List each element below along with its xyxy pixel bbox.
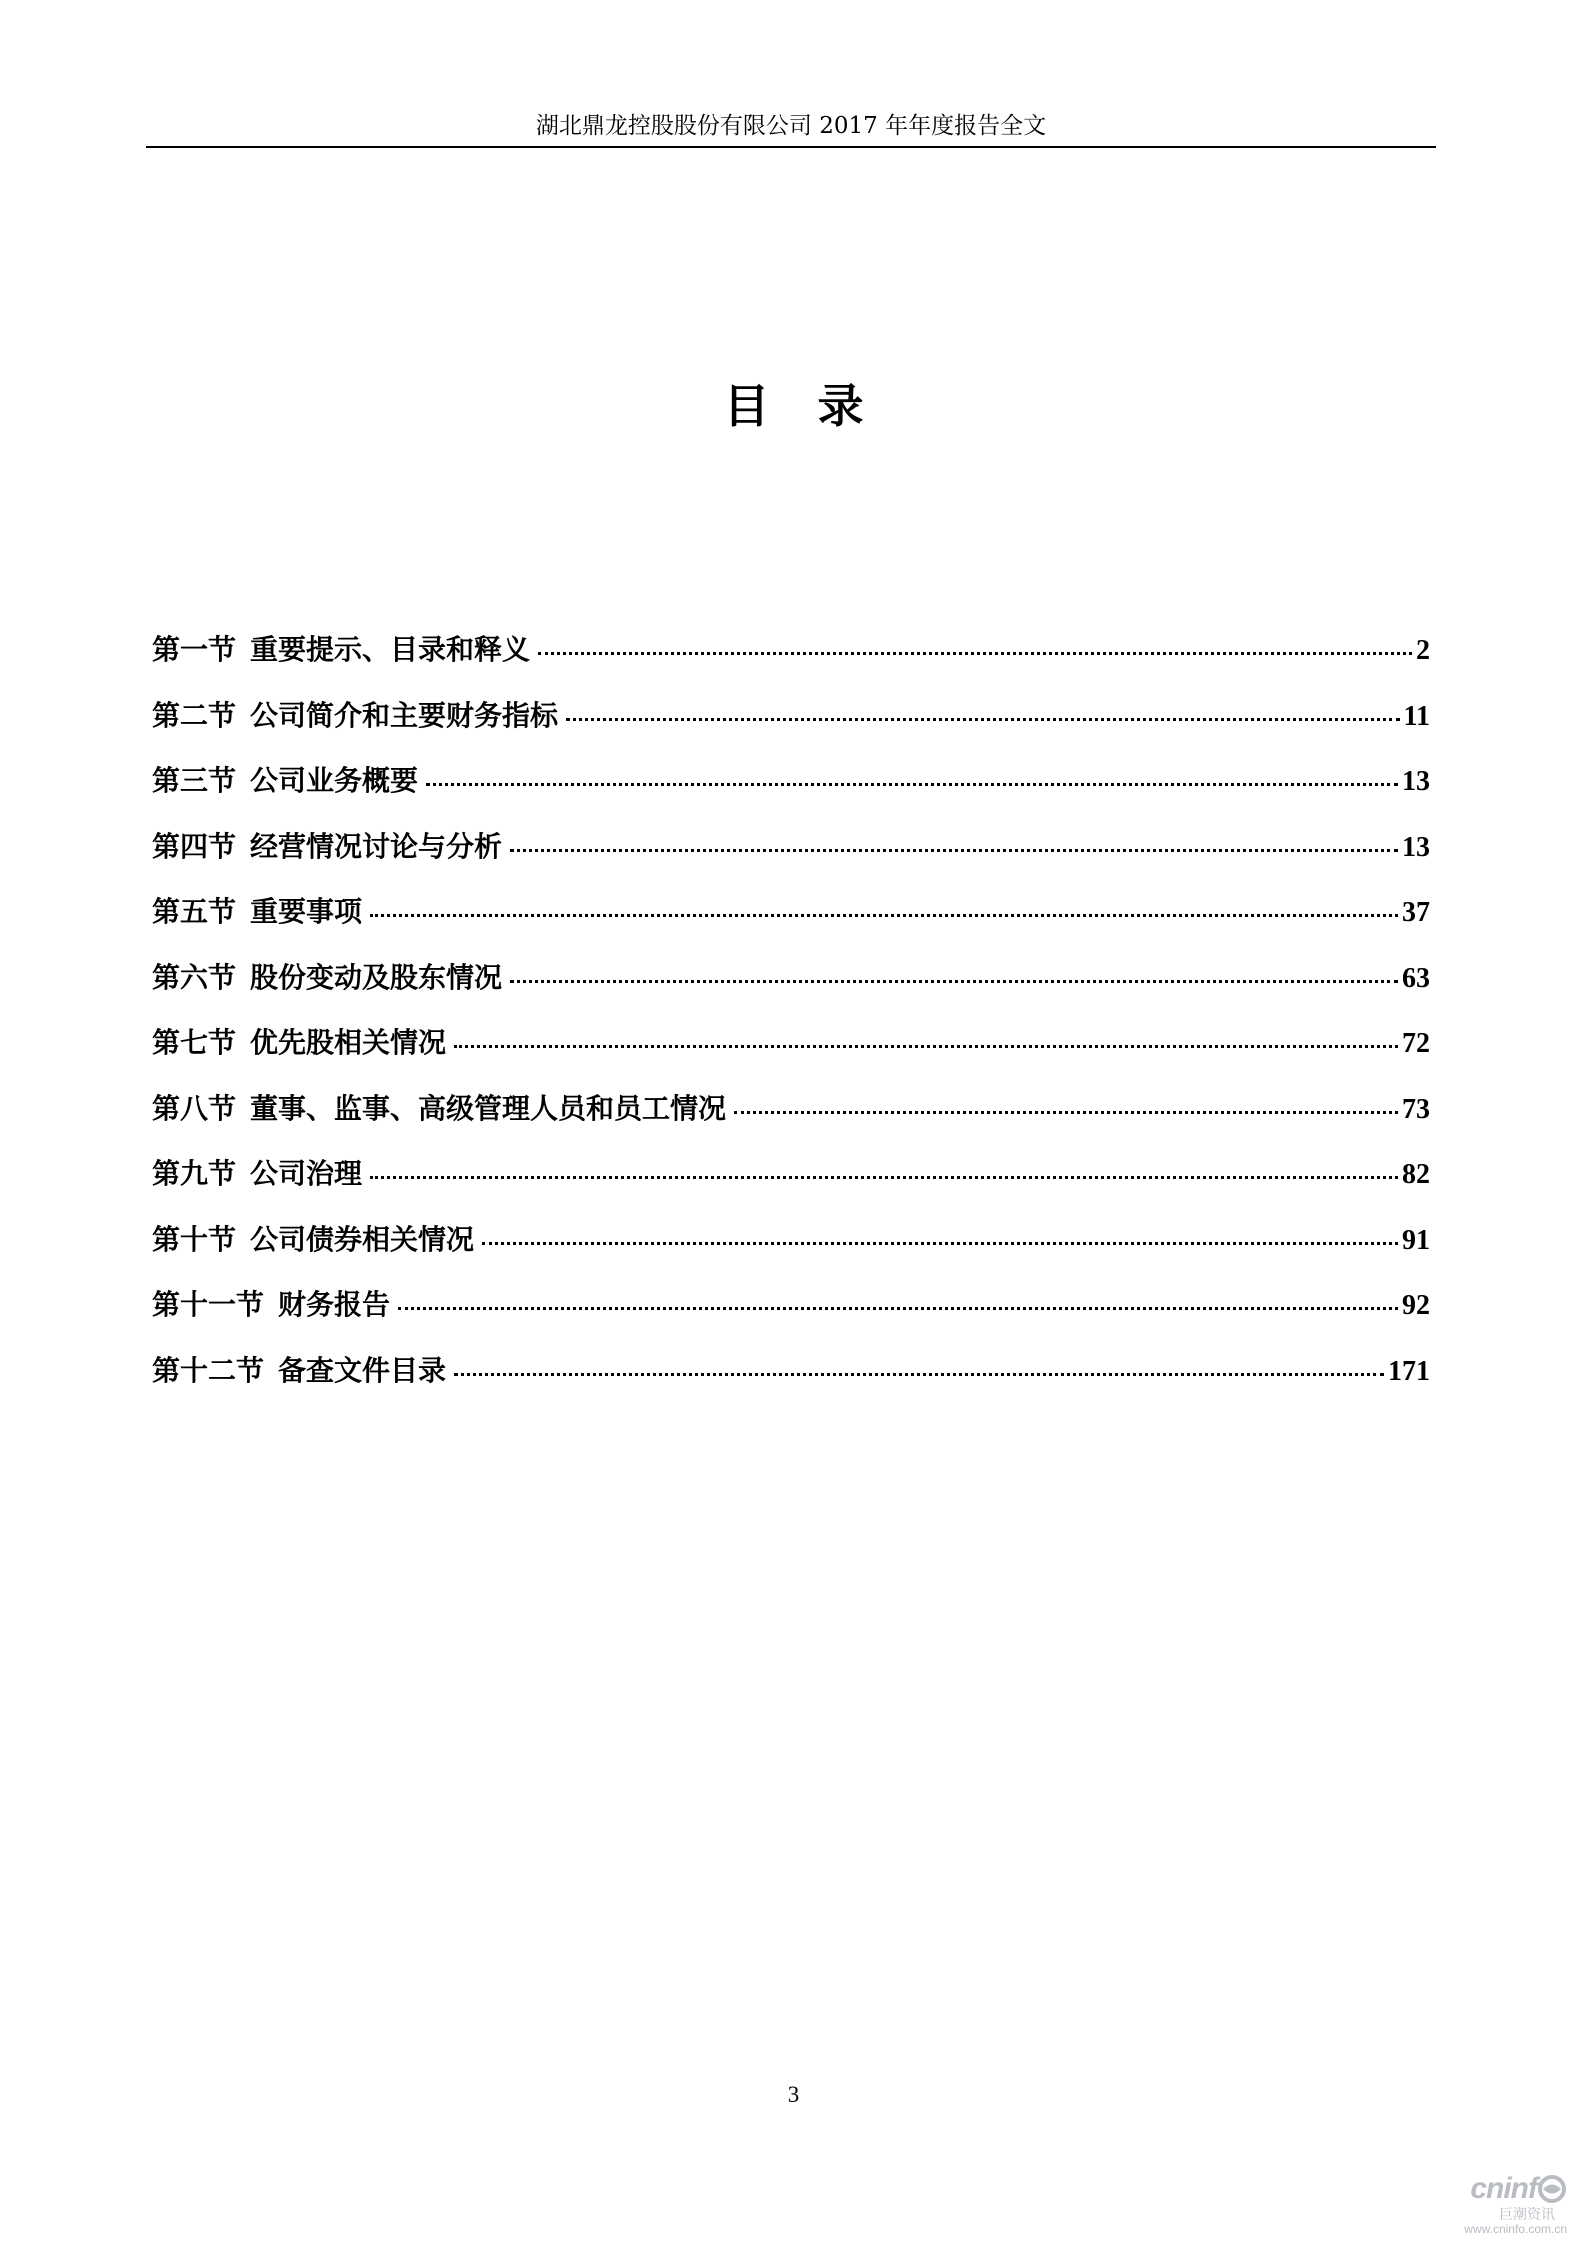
toc-title: 目录 (723, 379, 912, 433)
toc-entry-heading: 公司债券相关情况 (250, 1222, 475, 1256)
table-of-contents (152, 630, 1430, 1416)
toc-dot-leader (370, 914, 1398, 917)
toc-dot-leader (454, 1045, 1398, 1048)
toc-entry-section: 第二节 (152, 698, 237, 732)
toc-entry-section: 第十二节 (152, 1353, 265, 1387)
toc-entry-heading: 经营情况讨论与分析 (250, 829, 503, 863)
toc-entry-page: 11 (1403, 700, 1430, 732)
toc-entry-heading: 公司业务概要 (250, 764, 419, 797)
toc-entry[interactable] (152, 1220, 1430, 1286)
toc-dot-leader (426, 783, 1398, 786)
toc-dot-leader (734, 1111, 1398, 1114)
toc-dot-leader (398, 1307, 1398, 1310)
toc-entry[interactable] (152, 1154, 1430, 1220)
toc-dot-leader (370, 1176, 1398, 1179)
toc-entry-section: 第十一节 (152, 1288, 265, 1321)
toc-entry-section: 第五节 (152, 895, 237, 928)
toc-entry-page: 13 (1402, 831, 1430, 863)
toc-dot-leader (510, 849, 1398, 852)
toc-entry-heading: 重要事项 (250, 895, 363, 928)
toc-entry-page: 72 (1402, 1028, 1430, 1059)
toc-entry-heading: 公司简介和主要财务指标 (250, 698, 559, 732)
toc-entry-page: 91 (1402, 1224, 1430, 1256)
toc-entry-heading: 重要提示、目录和释义 (250, 633, 531, 666)
toc-entry-section: 第七节 (152, 1026, 237, 1059)
toc-entry-page: 37 (1402, 897, 1430, 928)
toc-entry-page: 2 (1416, 635, 1430, 666)
toc-entry[interactable] (152, 1023, 1430, 1089)
toc-entry[interactable] (152, 1351, 1430, 1417)
toc-dot-leader (454, 1373, 1384, 1376)
toc-entry[interactable] (152, 630, 1430, 696)
watermark-url: www.cninfo.com.cn (1464, 2222, 1567, 2236)
page-number: 3 (787, 2082, 800, 2107)
header-divider (146, 146, 1436, 148)
toc-entry-section: 第六节 (152, 960, 237, 994)
toc-entry-section: 第三节 (152, 764, 237, 797)
toc-entry-section: 第八节 (152, 1091, 237, 1125)
toc-entry-section: 第九节 (152, 1157, 237, 1190)
toc-entry-section: 第一节 (152, 633, 237, 666)
toc-entry-heading: 董事、监事、高级管理人员和员工情况 (250, 1091, 727, 1125)
toc-entry-heading: 备查文件目录 (278, 1353, 447, 1387)
toc-entry-section: 第十节 (152, 1222, 237, 1256)
toc-entry-page: 13 (1402, 766, 1430, 797)
header-title: 湖北鼎龙控股股份有限公司 2017 年年度报告全文 (535, 113, 1047, 139)
toc-entry-heading: 财务报告 (278, 1288, 391, 1321)
toc-entry-heading: 优先股相关情况 (250, 1026, 447, 1059)
cninfo-logo-icon (1537, 2174, 1567, 2204)
toc-dot-leader (538, 652, 1412, 655)
watermark-subtitle: 巨潮资讯 (1499, 2206, 1555, 2222)
toc-entry[interactable] (152, 696, 1430, 762)
toc-entry-section: 第四节 (152, 829, 237, 863)
toc-entry-page: 82 (1402, 1159, 1430, 1190)
toc-entry-page: 171 (1388, 1355, 1430, 1387)
toc-dot-leader (482, 1242, 1398, 1245)
toc-entry-page: 73 (1402, 1093, 1430, 1125)
cninfo-watermark (1417, 2172, 1567, 2238)
toc-entry[interactable] (152, 1285, 1430, 1351)
toc-entry[interactable] (152, 827, 1430, 893)
toc-dot-leader (566, 718, 1400, 721)
toc-dot-leader (510, 980, 1398, 983)
toc-entry-page: 92 (1402, 1290, 1430, 1321)
watermark-brand: cninf (1470, 2172, 1537, 2205)
toc-entry-heading: 公司治理 (250, 1157, 363, 1190)
toc-entry-heading: 股份变动及股东情况 (250, 960, 503, 994)
toc-entry[interactable] (152, 892, 1430, 958)
toc-entry[interactable] (152, 1089, 1430, 1155)
cninfo-logo (1417, 2172, 1567, 2206)
toc-entry[interactable] (152, 958, 1430, 1024)
toc-entry[interactable] (152, 761, 1430, 827)
toc-entry-page: 63 (1402, 962, 1430, 994)
